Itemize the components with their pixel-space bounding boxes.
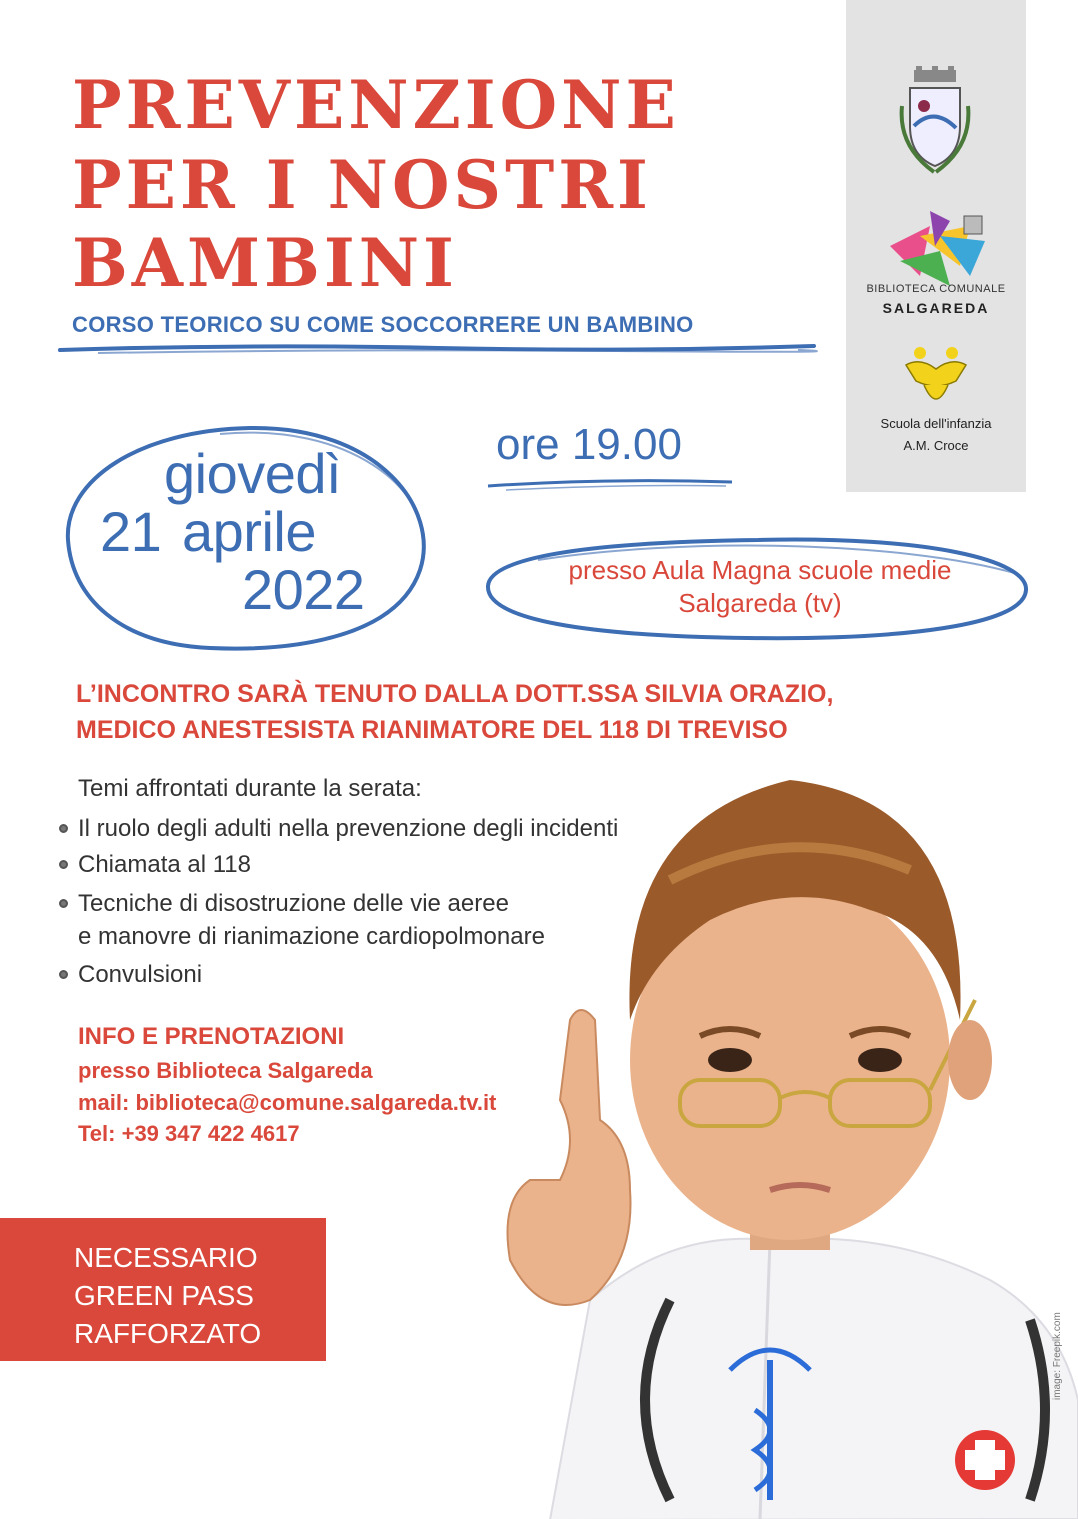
title-line-2: PER I NOSTRI: [72, 146, 652, 224]
subtitle-underline: [58, 340, 818, 356]
event-date-number: 21: [100, 500, 162, 563]
venue-line-1: presso Aula Magna scuole medie: [568, 555, 952, 585]
image-credit: image: Freepik.com: [1052, 1312, 1063, 1400]
venue-line-2: Salgareda (tv): [678, 588, 842, 618]
bullet-icon: [59, 899, 68, 908]
topic-text: Chiamata al 118: [78, 851, 251, 878]
speaker-line-1: L’INCONTRO SARÀ TENUTO DALLA DOTT.SSA SILVIA ORAZIO,: [76, 680, 834, 708]
green-pass-notice: [0, 1218, 326, 1361]
topic-item: [78, 848, 251, 881]
topic-item: [78, 958, 202, 991]
topic-text: Il ruolo degli adulti nella prevenzione degli incidenti: [78, 815, 619, 842]
bullet-icon: [59, 824, 68, 833]
event-day: giovedì: [164, 442, 342, 505]
topic-item-continued: e manovre di rianimazione cardiopolmonare: [78, 923, 545, 950]
school-name-2: A.M. Croce: [903, 438, 969, 453]
venue: [490, 554, 1030, 620]
event-month: aprile: [182, 500, 316, 563]
time-underline: [486, 474, 736, 494]
subtitle: CORSO TEORICO SU COME SOCCORRERE UN BAMBINO: [72, 312, 694, 337]
topic-text: Convulsioni: [78, 961, 203, 988]
title-line-3: BAMBINI: [72, 224, 458, 302]
notice-line-3: RAFFORZATO: [74, 1318, 262, 1349]
coat-of-arms-icon: [894, 66, 976, 178]
notice-line-1: NECESSARIO: [74, 1242, 258, 1273]
school-name: Scuola dell'infanzia: [880, 416, 992, 431]
info-mail: mail: biblioteca@comune.salgareda.tv.it: [78, 1090, 497, 1115]
info-location: presso Biblioteca Salgareda: [78, 1058, 373, 1083]
topic-item: [78, 812, 618, 845]
notice-line-2: GREEN PASS: [74, 1280, 254, 1311]
speaker-line-2: MEDICO ANESTESISTA RIANIMATORE DEL 118 DI TREVISO: [76, 716, 788, 744]
library-name: BIBLIOTECA COMUNALE: [866, 283, 1006, 295]
topics-heading: Temi affrontati durante la serata:: [78, 775, 422, 802]
red-cross-icon: [955, 1430, 1015, 1490]
bullet-icon: [59, 860, 68, 869]
event-time: ore 19.00: [496, 420, 682, 469]
child-doctor-photo: [470, 760, 1078, 1519]
topic-text: Tecniche di disostruzione delle vie aeree: [78, 890, 509, 917]
event-year: 2022: [242, 558, 365, 621]
bullet-icon: [59, 970, 68, 979]
library-town: SALGAREDA: [882, 300, 990, 316]
school-logo-icon: [900, 343, 972, 413]
sponsor-sidebar: [846, 0, 1026, 492]
info-heading: INFO E PRENOTAZIONI: [78, 1023, 345, 1050]
title-line-1: PREVENZIONE: [72, 66, 680, 144]
topic-item: [78, 887, 509, 920]
info-tel: Tel: +39 347 422 4617: [78, 1121, 300, 1146]
library-logo-icon: [880, 206, 990, 286]
